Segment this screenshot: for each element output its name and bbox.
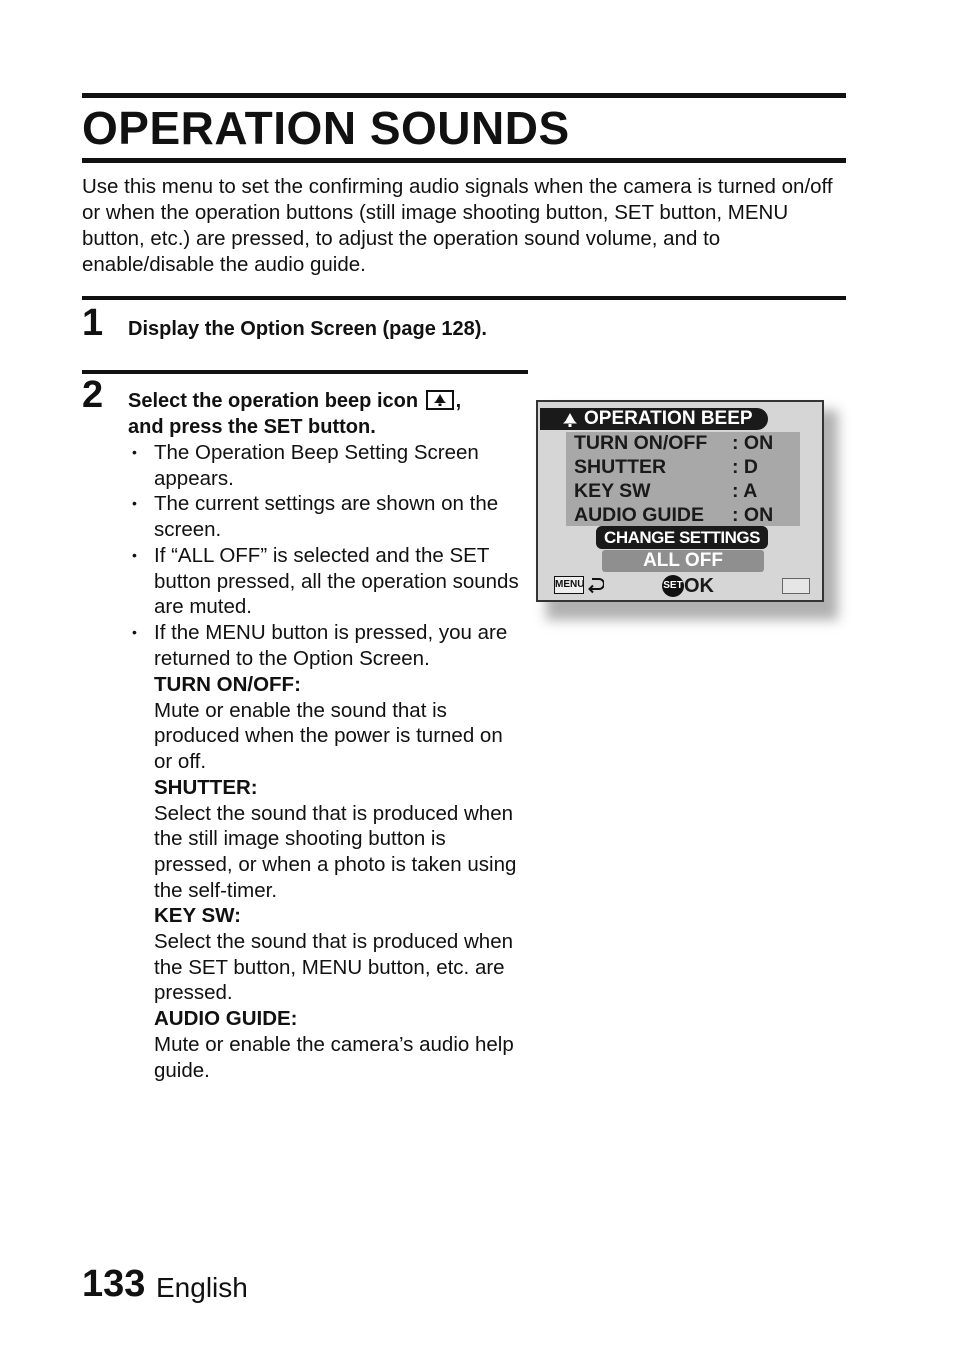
title-top-rule	[82, 93, 846, 98]
menu-button-icon[interactable]: MENU	[554, 576, 584, 594]
step-2-heading-line2: and press the SET button.	[128, 416, 376, 438]
setting-key: KEY SW	[574, 480, 651, 502]
list-item: • If “ALL OFF” is selected and the SET button pressed, all the operation sounds are muted.	[128, 543, 528, 620]
setting-value: : A	[732, 480, 758, 502]
set-button-icon[interactable]: SET	[662, 575, 684, 597]
setting-value: : D	[732, 456, 758, 478]
setting-row-key-sw[interactable]	[574, 479, 757, 503]
change-settings-button[interactable]: CHANGE SETTINGS	[596, 526, 768, 549]
all-off-button[interactable]: ALL OFF	[602, 550, 764, 572]
list-item: • The Operation Beep Setting Screen appears.	[128, 440, 528, 491]
term-key-sw: KEY SW:	[154, 904, 241, 928]
bell-icon	[562, 412, 578, 428]
intro-paragraph: Use this menu to set the confirming audio signals when the camera is turned on/off or when the operation buttons (still image shooting button, SET button, MENU button, etc.) are pressed, to adjust the operation sound volume, and to enable/disable the audio guide.	[82, 175, 833, 276]
setting-key: AUDIO GUIDE	[574, 504, 705, 526]
page-title: OPERATION SOUNDS	[82, 102, 570, 154]
ok-label: OK	[684, 575, 714, 597]
return-arrow-icon	[588, 576, 604, 594]
title-bottom-rule	[82, 158, 846, 163]
definitions-list	[154, 672, 526, 1083]
setting-row-turn-on-off[interactable]	[574, 431, 773, 455]
step-1-heading: Display the Option Screen (page 128).	[128, 318, 487, 340]
camera-screen	[536, 400, 824, 602]
step-2-bullet-list	[128, 440, 528, 671]
desc-shutter: Select the sound that is produced when the still image shooting button is pressed, or when a photo is taken using the self-timer.	[154, 801, 517, 902]
step-2-number: 2	[82, 374, 104, 416]
battery-icon	[782, 578, 810, 594]
desc-turn-on-off: Mute or enable the sound that is produced when the power is turned on or off.	[154, 698, 503, 774]
step-2-heading	[128, 388, 528, 440]
term-shutter: SHUTTER:	[154, 775, 258, 799]
step2-rule	[82, 370, 528, 374]
screen-tab	[540, 408, 768, 430]
operation-beep-icon	[426, 390, 454, 410]
setting-key: TURN ON/OFF	[574, 432, 708, 454]
setting-row-audio-guide[interactable]	[574, 503, 773, 527]
step1-rule	[82, 296, 846, 300]
page-number: 133	[82, 1263, 146, 1305]
page-language: English	[156, 1272, 248, 1303]
setting-value: : ON	[732, 504, 774, 526]
setting-row-shutter[interactable]	[574, 455, 758, 479]
desc-audio-guide: Mute or enable the camera’s audio help guide.	[154, 1032, 514, 1082]
screen-tab-label: OPERATION BEEP	[584, 408, 753, 429]
setting-value: : ON	[732, 432, 774, 454]
list-item: • If the MENU button is pressed, you are returned to the Option Screen.	[128, 620, 528, 671]
step-2-heading-comma: ,	[455, 390, 462, 412]
screen-footer	[538, 572, 822, 600]
term-turn-on-off: TURN ON/OFF:	[154, 673, 301, 696]
step-1-number: 1	[82, 302, 104, 344]
list-item: • The current settings are shown on the screen.	[128, 491, 528, 542]
term-audio-guide: AUDIO GUIDE:	[154, 1007, 298, 1031]
step-2-heading-text: Select the operation beep icon	[128, 390, 419, 412]
desc-key-sw: Select the sound that is produced when the SET button, MENU button, etc. are pressed.	[154, 930, 513, 1005]
setting-key: SHUTTER	[574, 456, 667, 478]
